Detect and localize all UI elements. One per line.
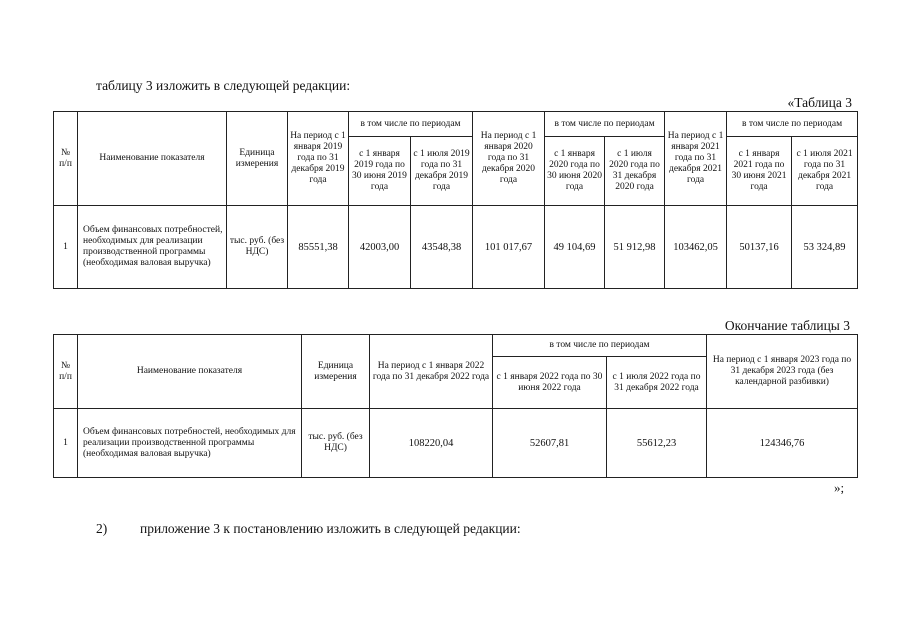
header-2022-h1: с 1 января 2022 года по 30 июня 2022 года: [493, 357, 607, 409]
header-unit: Единица измерения: [302, 335, 370, 409]
header-incl-2020: в том числе по периодам: [545, 112, 665, 137]
header-2021-h1: с 1 января 2021 года по 30 июня 2021 года: [727, 137, 792, 206]
header-2021-h2: с 1 июля 2021 года по 31 декабря 2021 года: [792, 137, 858, 206]
header-num: № п/п: [54, 335, 78, 409]
value-2019-h1: 42003,00: [349, 206, 411, 289]
value-2020: 101 017,67: [473, 206, 545, 289]
table2-caption: Окончание таблицы 3: [724, 318, 850, 333]
header-2020-h2: с 1 июля 2020 года по 31 декабря 2020 года: [605, 137, 665, 206]
value-2019: 85551,38: [288, 206, 349, 289]
value-2022-h1: 52607,81: [493, 409, 607, 478]
header-2020-h1: с 1 января 2020 года по 30 июня 2020 года: [545, 137, 605, 206]
value-2020-h1: 49 104,69: [545, 206, 605, 289]
value-2020-h2: 51 912,98: [605, 206, 665, 289]
header-2021: На период с 1 января 2021 года по 31 декабря 2021 года: [665, 112, 727, 206]
header-num: № п/п: [54, 112, 78, 206]
table1: [53, 111, 858, 289]
header-incl-2022: в том числе по периодам: [493, 335, 707, 357]
header-name: Наименование показателя: [78, 335, 302, 409]
table1-caption: «Таблица 3: [787, 95, 852, 110]
header-2019-h2: с 1 июля 2019 года по 31 декабря 2019 года: [411, 137, 473, 206]
row-unit: тыс. руб. (без НДС): [227, 206, 288, 289]
row-name: Объем финансовых потребностей, необходимых для реализации производственной программы (необходимая валовая выручка): [78, 206, 227, 289]
header-incl-2021: в том числе по периодам: [727, 112, 858, 137]
header-2022: На период с 1 января 2022 года по 31 декабря 2022 года: [370, 335, 493, 409]
value-2021: 103462,05: [665, 206, 727, 289]
item-number: 2): [96, 521, 108, 536]
header-name: Наименование показателя: [78, 112, 227, 206]
row-name: Объем финансовых потребностей, необходимых для реализации производственной программы (необходимая валовая выручка): [78, 409, 302, 478]
header-unit: Единица измерения: [227, 112, 288, 206]
value-2021-h1: 50137,16: [727, 206, 792, 289]
intro-text: таблицу 3 изложить в следующей редакции:: [96, 78, 351, 93]
header-incl-2019: в том числе по периодам: [349, 112, 473, 137]
header-2022-h2: с 1 июля 2022 года по 31 декабря 2022 года: [607, 357, 707, 409]
header-2019-h1: с 1 января 2019 года по 30 июня 2019 года: [349, 137, 411, 206]
value-2022-h2: 55612,23: [607, 409, 707, 478]
header-2023: На период с 1 января 2023 года по 31 декабря 2023 года (без календарной разбивки): [707, 335, 858, 409]
row-num: 1: [54, 409, 78, 478]
value-2021-h2: 53 324,89: [792, 206, 858, 289]
header-2020: На период с 1 января 2020 года по 31 декабря 2020 года: [473, 112, 545, 206]
item-text: приложение 3 к постановлению изложить в следующей редакции:: [140, 521, 521, 536]
row-unit: тыс. руб. (без НДС): [302, 409, 370, 478]
closing-quote: »;: [834, 480, 845, 495]
value-2019-h2: 43548,38: [411, 206, 473, 289]
header-2019: На период с 1 января 2019 года по 31 декабря 2019 года: [288, 112, 349, 206]
row-num: 1: [54, 206, 78, 289]
value-2023: 124346,76: [707, 409, 858, 478]
value-2022: 108220,04: [370, 409, 493, 478]
table2: [53, 334, 858, 478]
